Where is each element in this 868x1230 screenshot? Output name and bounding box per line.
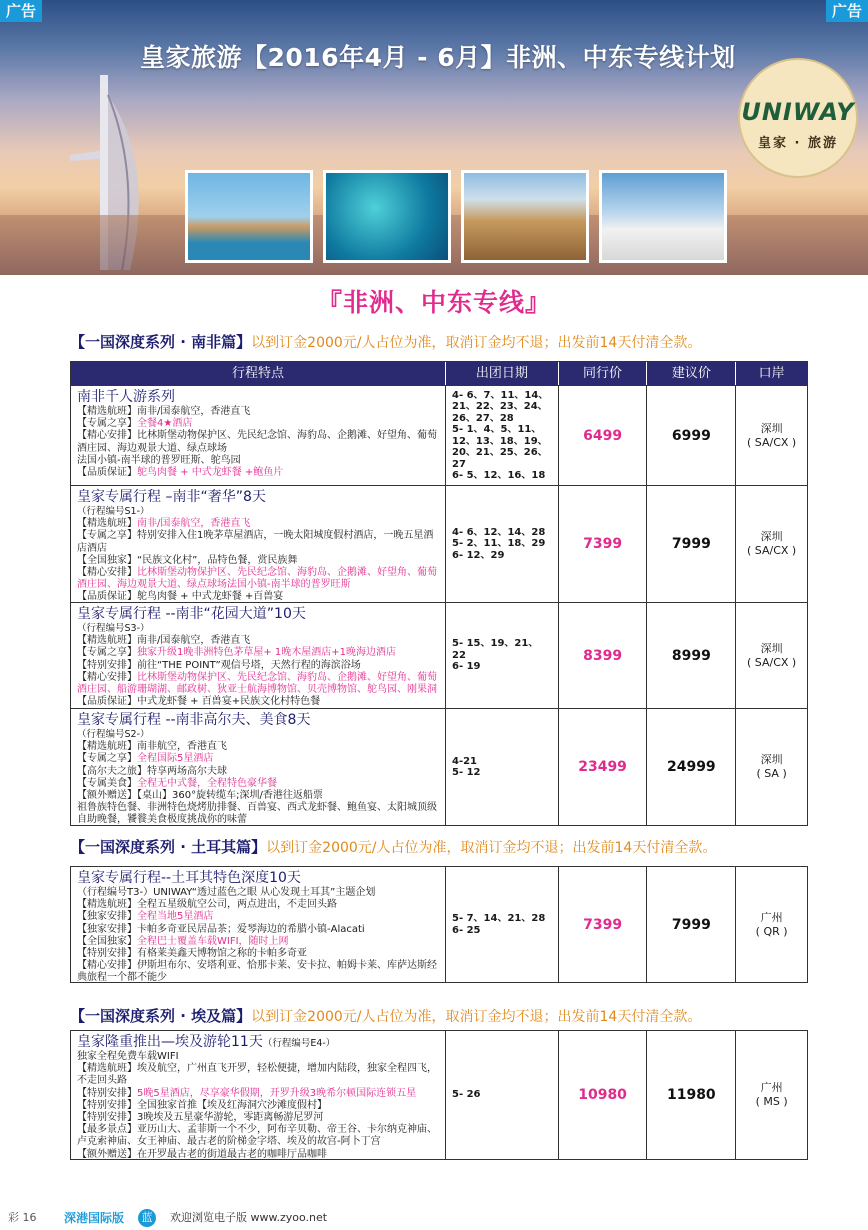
tour-line: 【最多景点】亚历山大、孟菲斯一个不少，阿布辛贝勒、帝王谷、卡尔纳克神庙、卢克索神庙、女王神庙、最古老的阶梯金字塔、埃及的故宫-阿卜丁宫 bbox=[77, 1124, 437, 1148]
peer-price: 7399 bbox=[559, 486, 648, 602]
banner bbox=[0, 0, 868, 275]
welcome-link[interactable]: 欢迎浏览电子版 www.zyoo.net bbox=[170, 1211, 328, 1224]
series-note: 以到订金2000元/人占位为准，取消订金均不退；出发前14天付清全款。 bbox=[251, 1009, 702, 1025]
tour-line: 【精选航班】全程五星级航空公司，两点进出，不走回头路 bbox=[77, 899, 337, 911]
suggested-price: 24999 bbox=[647, 709, 736, 825]
tour-detail bbox=[71, 386, 446, 485]
tour-line: 【特别安排】前往“THE POINT”观信号塔，天然行程的海滨浴场 bbox=[77, 659, 361, 671]
tour-line: 【品质保证】鸵鸟肉餐 + 中式龙虾餐 +百兽宴 bbox=[77, 591, 284, 602]
tour-line: 【特别安排】全国独家首推【埃及红海洞穴沙滩度假村】 bbox=[77, 1099, 327, 1111]
section-title: 『非洲、中东专线』 bbox=[316, 288, 551, 317]
peer-price: 7399 bbox=[559, 867, 648, 982]
departure-port: 深圳 ( SA/CX ) bbox=[746, 530, 797, 557]
tour-line: 【精选航班】南非/国泰航空，香港直飞 bbox=[77, 635, 251, 647]
series-south-africa-header bbox=[70, 331, 701, 352]
departure-port: 深圳 ( SA ) bbox=[756, 753, 787, 780]
tour-detail bbox=[71, 486, 446, 602]
tour-title: 皇家隆重推出—埃及游轮11天 bbox=[77, 1034, 263, 1050]
tour-detail bbox=[71, 867, 446, 982]
departure-port: 广州 ( MS ) bbox=[755, 1081, 788, 1108]
camels-desert-photo bbox=[461, 170, 589, 263]
series-note: 以到订金2000元/人占位为准，取消订金均不退；出发前14天付清全款。 bbox=[266, 840, 717, 856]
page-footer bbox=[0, 1206, 868, 1230]
tour-dates: 4-21 5- 12 bbox=[446, 709, 559, 825]
series-name: 【一国深度系列 · 土耳其篇】 bbox=[70, 838, 267, 856]
tour-code: （行程编号S3-） bbox=[77, 623, 150, 634]
ad-label-right: 广告 bbox=[826, 0, 868, 22]
suggested-price: 6999 bbox=[647, 386, 736, 485]
tour-row bbox=[71, 867, 807, 982]
tour-detail bbox=[71, 1031, 446, 1159]
series-note: 以到订金2000元/人占位为准，取消订金均不退；出发前14天付清全款。 bbox=[251, 335, 702, 351]
tour-line: 【独家安排】全程当地5星酒店 bbox=[77, 911, 214, 923]
suggested-price: 8999 bbox=[647, 603, 736, 708]
series-egypt-header bbox=[70, 1005, 701, 1026]
table-header bbox=[71, 362, 807, 385]
atlantis-hotel-photo bbox=[185, 170, 313, 263]
uniway-logo bbox=[738, 58, 858, 178]
tour-code: （行程编号S1-） bbox=[77, 506, 150, 517]
tour-line: 【特别安排】5晚5星酒店，尽享豪华假期，开罗升级3晚希尔顿国际连锁五星 bbox=[77, 1087, 417, 1099]
suggested-price: 11980 bbox=[647, 1031, 736, 1159]
tour-row bbox=[71, 485, 807, 602]
tour-line: 法国小镇-南半球的普罗旺斯、鸵鸟园 bbox=[77, 454, 241, 466]
tour-dates: 4- 6、12、14、28 5- 2、11、18、29 6- 12、29 bbox=[446, 486, 559, 602]
tour-detail bbox=[71, 709, 446, 825]
tour-line: 【全国独家】“民族文化村”，品特色餐，赏民族舞 bbox=[77, 554, 298, 566]
tour-line: 【精心安排】比林斯堡动物保护区、先民纪念馆、海豹岛、企鹅滩、好望角、葡萄酒庄园、船游珊瑚湖、邮政树、狄亚士航海博物馆、贝壳博物馆、鸵鸟园、刚果洞 bbox=[77, 671, 437, 696]
egypt-table bbox=[70, 1030, 808, 1160]
turkey-table bbox=[70, 866, 808, 983]
tour-line: 【精选航班】南非/国泰航空，香港直飞 bbox=[77, 406, 251, 417]
tour-line: 【专属之享】特别安排入住1晚茅草屋酒店，一晚太阳城度假村酒店，一晚五星酒店酒店 bbox=[77, 530, 434, 554]
tour-dates: 5- 7、14、21、28 6- 25 bbox=[446, 867, 559, 982]
tour-line: 【专属美食】全程无中式餐，全程特色豪华餐 bbox=[77, 777, 277, 789]
tour-line: 【专属之享】独家升级1晚非洲特色茅草屋+ 1晚木屋酒店+1晚海边酒店 bbox=[77, 647, 397, 659]
tour-title: 皇家专属行程 –南非“奢华”8天 bbox=[77, 489, 266, 505]
header-port: 口岸 bbox=[758, 366, 785, 381]
tour-code: （行程编号S2-） bbox=[77, 729, 150, 740]
header-dates: 出团日期 bbox=[446, 362, 559, 385]
tour-title: 皇家专属行程 --南非高尔夫、美食8天 bbox=[77, 712, 311, 728]
page-number: 彩 16 bbox=[8, 1211, 37, 1224]
tour-line: 【品质保证】中式龙虾餐 + 百兽宴+民族文化村特色餐 bbox=[77, 696, 321, 708]
tour-line: 【特别安排】有格莱美鑫天博物馆之称的卡帕多奇亚 bbox=[77, 948, 307, 960]
tour-line: 独家全程免费车载WIFI bbox=[77, 1051, 179, 1062]
tour-line: 【独家安排】卡帕多奇亚民居品茶；爱琴海边的希腊小镇-Alacati bbox=[77, 923, 365, 935]
tour-title: 南非千人游系列 bbox=[77, 389, 175, 405]
peer-price: 6499 bbox=[559, 386, 648, 485]
peer-price: 23499 bbox=[559, 709, 648, 825]
tour-row bbox=[71, 1031, 807, 1159]
tour-line: 【额外赠送】【桌山】360°旋转缆车;深圳/香港往返船票 bbox=[77, 790, 323, 802]
tour-line: 【精选航班】埃及航空，广州直飞开罗，轻松便捷，增加内陆段，独家全程四飞，不走回头路 bbox=[77, 1063, 437, 1087]
series-turkey-header bbox=[70, 836, 716, 857]
tour-line: 【专属之享】全程国际5星酒店 bbox=[77, 753, 214, 765]
tour-line: 【特别安排】3晚埃及五星豪华游轮，零距离畅游尼罗河 bbox=[77, 1112, 324, 1124]
tour-dates: 5- 26 bbox=[446, 1031, 559, 1159]
departure-port: 广州 ( QR ) bbox=[755, 910, 788, 938]
header-suggested-price: 建议价 bbox=[647, 362, 736, 385]
suggested-price: 7999 bbox=[647, 867, 736, 982]
south-africa-table bbox=[70, 361, 808, 826]
ad-label-left: 广告 bbox=[0, 0, 42, 22]
suggested-price: 7999 bbox=[647, 486, 736, 602]
departure-port: 深圳 ( SA/CX ) bbox=[746, 421, 797, 449]
header-itinerary: 行程特点 bbox=[71, 362, 446, 385]
header-peer-price: 同行价 bbox=[559, 362, 648, 385]
tour-line: 【专属之享】全餐4★酒店 bbox=[77, 418, 193, 430]
peer-price: 8399 bbox=[559, 603, 648, 708]
tour-title: 皇家专属行程--土耳其特色深度10天 bbox=[77, 870, 301, 886]
edition-label: 深港国际版 bbox=[64, 1211, 125, 1225]
tour-line: 【精心安排】比林斯堡动物保护区、先民纪念馆、海豹岛、企鹅滩、好望角、葡萄酒庄园、海边观景大道、绿点球场 bbox=[77, 430, 437, 454]
tour-row bbox=[71, 708, 807, 825]
tour-line: （行程编号T3-）UNIWAY“透过蓝色之眼 从心发现土耳其”主题企划 bbox=[77, 887, 376, 898]
tour-dates: 5- 15、19、21、22 6- 19 bbox=[446, 603, 559, 708]
tour-line: 【高尔夫之旅】特享两场高尔夫球 bbox=[77, 765, 227, 777]
grand-mosque-photo bbox=[599, 170, 727, 263]
tour-line: 【额外赠送】在开罗最古老的街道最古老的咖啡厅品咖啡 bbox=[77, 1148, 327, 1159]
tour-line: 【品质保证】鸵鸟肉餐 + 中式龙虾餐 +鲍鱼片 bbox=[77, 467, 284, 479]
peer-price: 10980 bbox=[559, 1031, 648, 1159]
tour-detail bbox=[71, 603, 446, 708]
tour-code: （行程编号E4-） bbox=[262, 1038, 336, 1049]
tour-title: 皇家专属行程 --南非“花园大道”10天 bbox=[77, 606, 306, 622]
logo-text: UNIWAY bbox=[741, 98, 855, 126]
tour-line: 【全国独家】全程巴士覆盖车载WIFI，随时上网 bbox=[77, 935, 289, 947]
tour-line: 【精心安排】比林斯堡动物保护区、先民纪念馆、海豹岛、企鹅滩、好望角、葡萄酒庄园、海边观景大道、绿点球场法国小镇-南半球的普罗旺斯 bbox=[77, 567, 437, 591]
tour-line: 【精选航班】南非/国泰航空，香港直飞 bbox=[77, 518, 251, 530]
blue-badge: 蓝 bbox=[138, 1209, 156, 1227]
aquarium-photo bbox=[323, 170, 451, 263]
banner-title: 皇家旅游【2016年4月 - 6月】非洲、中东专线计划 bbox=[140, 43, 736, 72]
series-name: 【一国深度系列 · 南非篇】 bbox=[70, 333, 252, 351]
tour-row bbox=[71, 602, 807, 708]
tour-line: 【精选航班】南非航空，香港直飞 bbox=[77, 741, 227, 753]
departure-port: 深圳 ( SA/CX ) bbox=[746, 641, 797, 669]
tour-line: 【精心安排】伊斯坦布尔、安塔利亚、恰那卡莱、安卡拉、帕姆卡莱、库萨达斯经典旅程一个都不能少 bbox=[77, 960, 437, 982]
tour-dates: 4- 6、7、11、14、21、22、23、24、26、27、28 5- 1、4、5、11、12、13、18、19、20、21、25、26、27 6- 5、12、16、18 bbox=[446, 386, 559, 485]
tour-title-line bbox=[77, 1034, 439, 1051]
tour-line: 祖鲁族特色餐、非洲特色烧烤肋排餐、百兽宴、西式龙虾餐、鲍鱼宴、太阳城顶级自助晚餐，饕餮美食极度挑战你的味蕾 bbox=[77, 802, 437, 825]
logo-subtext: 皇家 · 旅游 bbox=[758, 136, 838, 151]
series-name: 【一国深度系列 · 埃及篇】 bbox=[70, 1007, 252, 1025]
tour-row bbox=[71, 385, 807, 485]
